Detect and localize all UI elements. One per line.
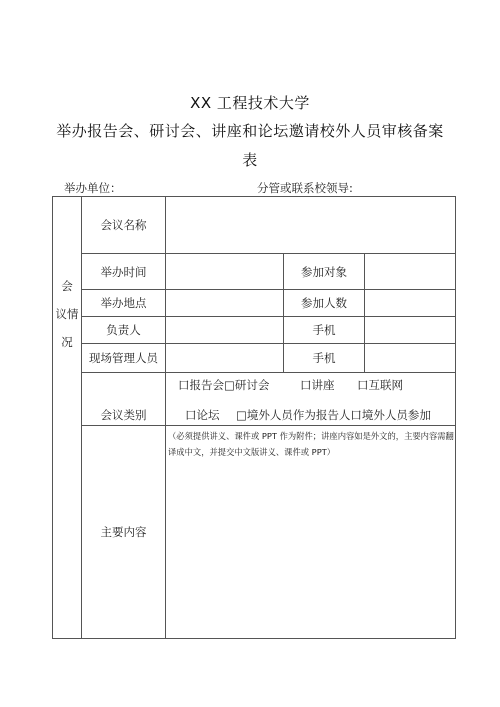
content-requirement-note: （必须提供讲义、课件或 PPT 作为附件；讲座内容如是外文的，主要内容需翻译成中文，并提交中文版讲义、课件或 PPT）: [168, 431, 454, 457]
option-lecture-checkbox[interactable]: 口讲座: [300, 378, 335, 392]
option-foreign-participant-checkbox[interactable]: □境外人员作为报告人口境外人员参加: [236, 408, 431, 422]
main-content-label: 主要内容: [100, 525, 147, 539]
university-title: XX 工程技术大学: [190, 94, 310, 112]
time-label: 举办时间: [100, 264, 147, 279]
location-label: 举办地点: [100, 296, 147, 310]
meeting-type-label: 会议类别: [100, 408, 147, 422]
table-border-right: [455, 196, 456, 639]
manager-phone-field[interactable]: [365, 344, 455, 372]
location-field[interactable]: [166, 290, 283, 316]
section-label-char-1: 会: [61, 279, 73, 293]
form-title-continued: 表: [242, 151, 258, 169]
phone-field[interactable]: [365, 317, 455, 343]
section-label-char-3: 况: [61, 335, 73, 349]
audience-label: 参加对象: [301, 264, 347, 279]
audience-field[interactable]: [365, 254, 455, 289]
onsite-manager-label: 现场管理人员: [89, 351, 158, 365]
person-in-charge-field[interactable]: [166, 317, 283, 343]
table-border-left: [52, 196, 53, 639]
phone-label: 手机: [312, 323, 336, 337]
table-border-bottom: [52, 638, 456, 639]
row-line: [81, 372, 456, 373]
organizer-label: 举办单位：: [64, 181, 122, 195]
meeting-name-field[interactable]: [166, 197, 455, 253]
attendees-label: 参加人数: [301, 296, 347, 310]
onsite-manager-field[interactable]: [166, 344, 283, 372]
main-content-field[interactable]: [166, 466, 455, 638]
form-title: 举办报告会、研讨会、讲座和论坛邀请校外人员审核备案: [56, 122, 444, 140]
time-field[interactable]: [166, 254, 283, 289]
attendees-field[interactable]: [365, 290, 455, 316]
option-internet-checkbox[interactable]: 口互联网: [357, 378, 403, 392]
person-in-charge-label: 负责人: [106, 323, 141, 337]
option-forum-checkbox[interactable]: 口论坛: [185, 408, 220, 422]
option-report-seminar-checkbox[interactable]: 口报告会□研讨会: [178, 378, 270, 392]
leader-label: 分管或联系校领导:: [257, 181, 353, 195]
section-label-char-2: 议情: [55, 307, 79, 321]
meeting-name-label: 会议名称: [100, 218, 147, 232]
manager-phone-label: 手机: [312, 351, 336, 365]
